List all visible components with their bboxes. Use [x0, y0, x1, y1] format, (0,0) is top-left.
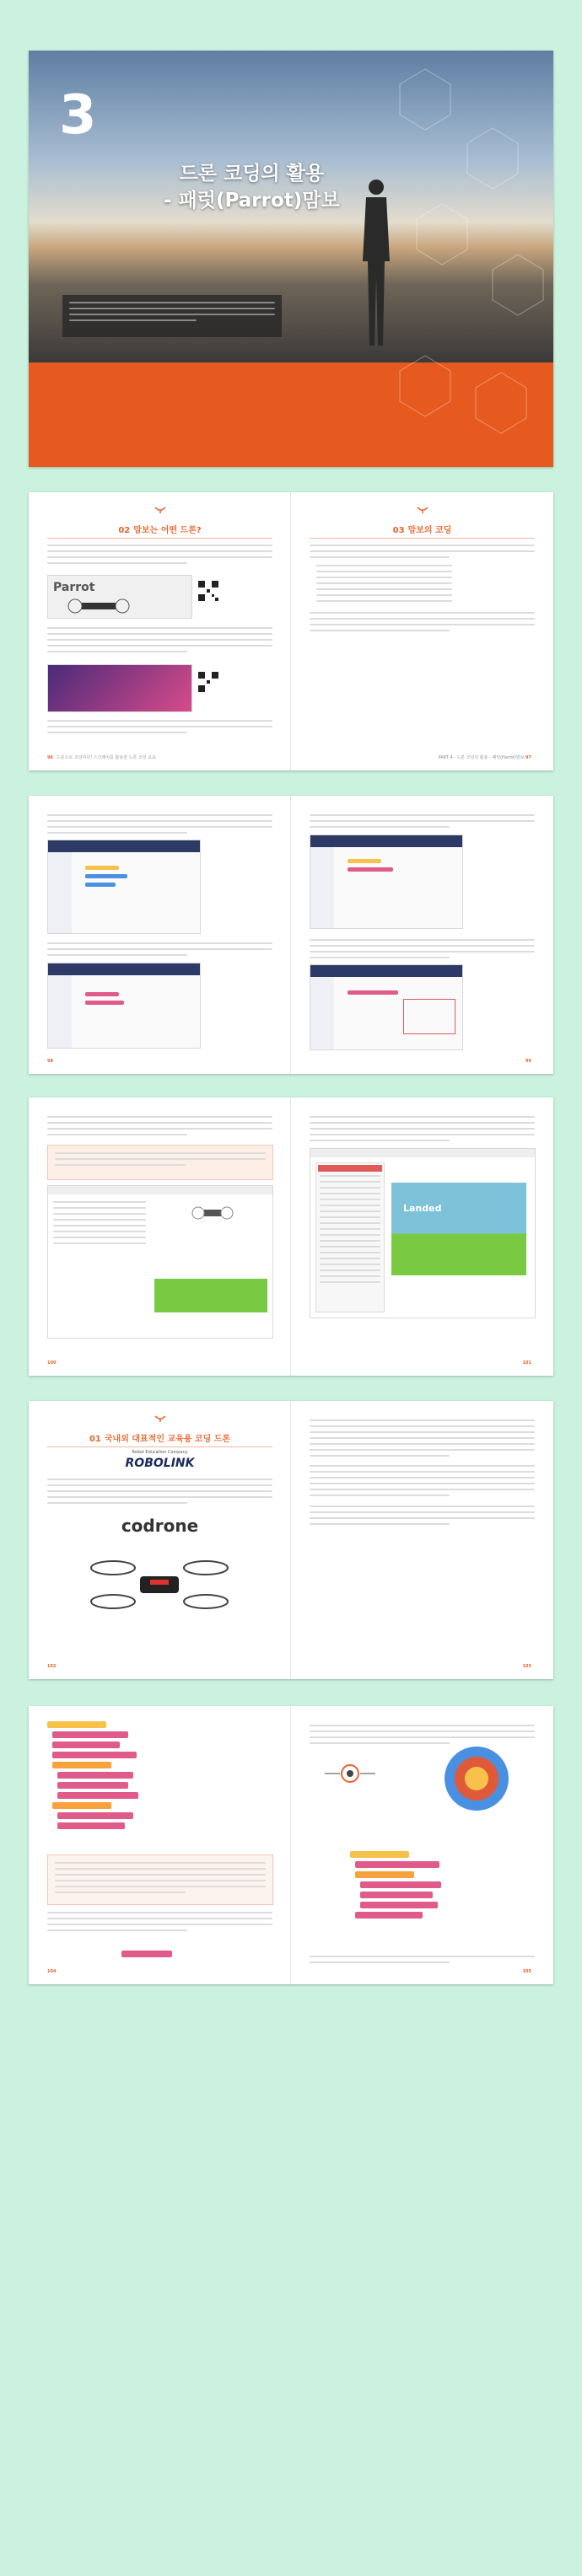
- chapter-number: 3: [59, 84, 97, 147]
- page-104: [29, 1706, 291, 1984]
- robolink-logo: ROBOLINK: [125, 1457, 195, 1470]
- footer-left: 98: [47, 1059, 53, 1064]
- footer-left: 100: [47, 1360, 57, 1366]
- scratch-screenshot-4: [310, 964, 463, 1050]
- drone-game-image: [47, 664, 192, 712]
- note-box: [47, 1854, 273, 1905]
- footer-right: 99: [525, 1059, 531, 1064]
- drone-logo-icon: [154, 506, 167, 514]
- person-silhouette: [359, 177, 393, 354]
- scratch-screenshot-1: [47, 840, 201, 934]
- landed-text: Landed: [403, 1203, 442, 1214]
- code-block-image-2: [350, 1851, 502, 1944]
- chapter-summary-box: [62, 295, 282, 337]
- parrot-product-image: [47, 575, 192, 619]
- chapter-title-line2: - 패럿(Parrot)맘보: [164, 190, 340, 212]
- target-diagram: [443, 1745, 510, 1812]
- spread-100-101: [29, 1097, 553, 1376]
- qr-code-icon: [197, 580, 219, 602]
- section-title-02: 02 맘보는 어떤 드론?: [47, 523, 272, 539]
- parrot-logo: Parrot: [53, 581, 95, 594]
- page-97: [291, 492, 553, 770]
- scratch-screenshot-3: [310, 835, 463, 929]
- spread-96-97: [29, 492, 553, 770]
- drone-logo-icon: [154, 1414, 167, 1423]
- code-block-small: [121, 1951, 172, 1957]
- page-105: [291, 1706, 553, 1984]
- robolink-subtitle: Robot Education Company: [132, 1450, 188, 1455]
- spread-98-99: [29, 796, 553, 1074]
- page-103: [291, 1401, 553, 1679]
- chapter-title: [164, 160, 340, 214]
- tutorial-screenshot: [47, 1185, 273, 1339]
- block-menu-screenshot: [310, 1148, 536, 1318]
- drone-diagram: [325, 1757, 375, 1790]
- page-100: [29, 1097, 291, 1376]
- spread-104-105: [29, 1706, 553, 1984]
- scratch-screenshot-2: [47, 963, 201, 1049]
- footer-right: 103: [522, 1664, 531, 1669]
- qr-code-icon-2: [197, 671, 219, 693]
- footer-left: 102: [47, 1664, 57, 1669]
- footer-right: PART 4 · 드론 코딩의 활용 - 패럿(Parrot)맘보 97: [438, 755, 531, 760]
- cover-spread: [29, 51, 553, 467]
- section-title-01: 01 국내외 대표적인 교육용 코딩 드론: [47, 1431, 272, 1447]
- codrone-image: [88, 1543, 231, 1620]
- page-99: [291, 796, 553, 1074]
- footer-right: 101: [522, 1360, 531, 1366]
- section-title-03: 03 맘보의 코딩: [310, 523, 535, 539]
- code-block-image: [47, 1721, 216, 1839]
- tip-box: [47, 1145, 273, 1180]
- codrone-logo: codrone: [121, 1516, 199, 1536]
- footer-left: 104: [47, 1969, 57, 1974]
- chapter-title-line1: 드론 코딩의 활용: [179, 163, 325, 185]
- footer-left: 96 드론으로 코딩하다! 스크래치를 활용한 드론 코딩 교육: [47, 755, 156, 760]
- page-96: [29, 492, 291, 770]
- page-98: [29, 796, 291, 1074]
- footer-right: 105: [522, 1969, 531, 1974]
- drone-logo-icon: [416, 506, 429, 514]
- page-102: [29, 1401, 291, 1679]
- page-101: [291, 1097, 553, 1376]
- spread-102-103: [29, 1401, 553, 1679]
